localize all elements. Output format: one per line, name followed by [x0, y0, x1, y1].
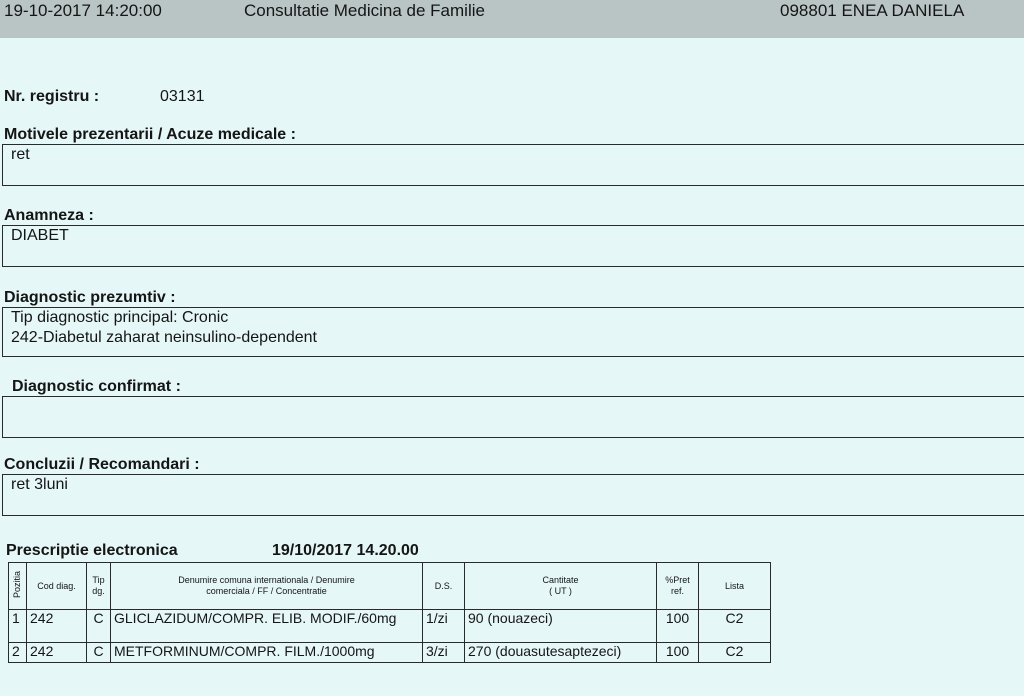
cell-tip-dg: C	[87, 643, 111, 663]
prescription-table	[8, 562, 771, 663]
col-ds: D.S.	[423, 563, 465, 610]
cell-denumire: METFORMINUM/COMPR. FILM./1000mg	[111, 643, 423, 663]
col-cantitate: Cantitate ( UT )	[465, 563, 657, 610]
cell-cod-diag: 242	[27, 643, 87, 663]
cell-cod-diag: 242	[27, 610, 87, 643]
cell-cantitate: 270 (douasutesaptezeci)	[465, 643, 657, 663]
registry-label: Nr. registru :	[4, 88, 100, 105]
motive-line: ret	[11, 146, 30, 163]
cell-pozitia: 1	[9, 610, 27, 643]
cell-ds: 1/zi	[423, 610, 465, 643]
diag-prezumtiv-box	[2, 307, 1024, 357]
col-tip-dg: Tip dg.	[87, 563, 111, 610]
prescription-datetime: 19/10/2017 14.20.00	[272, 542, 419, 559]
col-cod-diag: Cod diag.	[27, 563, 87, 610]
diag-confirmat-box	[2, 396, 1024, 438]
cell-denumire: GLICLAZIDUM/COMPR. ELIB. MODIF./60mg	[111, 610, 423, 643]
col-lista: Lista	[699, 563, 771, 610]
table-row	[9, 643, 771, 663]
motive-box	[2, 144, 1024, 186]
cell-pozitia: 2	[9, 643, 27, 663]
cell-tip-dg: C	[87, 610, 111, 643]
table-header-row	[9, 563, 771, 610]
concluzii-label: Concluzii / Recomandari :	[4, 456, 200, 473]
cell-cantitate: 90 (nouazeci)	[465, 610, 657, 643]
diag-prezumtiv-label: Diagnostic prezumtiv :	[4, 289, 176, 306]
motive-label: Motivele prezentarii / Acuze medicale :	[4, 126, 296, 143]
registry-value: 03131	[160, 88, 205, 105]
header-datetime: 19-10-2017 14:20:00	[4, 1, 162, 20]
page-header	[0, 0, 1024, 38]
cell-lista: C2	[699, 610, 771, 643]
anamneza-box	[2, 225, 1024, 267]
anamneza-line: DIABET	[11, 227, 69, 244]
header-title: Consultatie Medicina de Familie	[244, 1, 485, 20]
col-pozitia: Pozitia	[9, 563, 27, 610]
col-denumire: Denumire comuna internationala / Denumire comerciala / FF / Concentratie	[111, 563, 423, 610]
cell-ds: 3/zi	[423, 643, 465, 663]
concluzii-box	[2, 474, 1024, 516]
table-row	[9, 610, 771, 643]
cell-pret: 100	[657, 643, 699, 663]
concluzii-line: ret 3luni	[11, 476, 68, 493]
diag-prezumtiv-line-2: 242-Diabetul zaharat neinsulino-dependent	[11, 329, 317, 346]
header-patient: 098801 ENEA DANIELA	[780, 1, 965, 20]
cell-pret: 100	[657, 610, 699, 643]
cell-lista: C2	[699, 643, 771, 663]
diag-confirmat-label: Diagnostic confirmat :	[12, 378, 181, 395]
diag-prezumtiv-line-1: Tip diagnostic principal: Cronic	[11, 309, 229, 326]
prescription-label: Prescriptie electronica	[6, 542, 178, 559]
col-pret: %Pret ref.	[657, 563, 699, 610]
anamneza-label: Anamneza :	[4, 207, 94, 224]
